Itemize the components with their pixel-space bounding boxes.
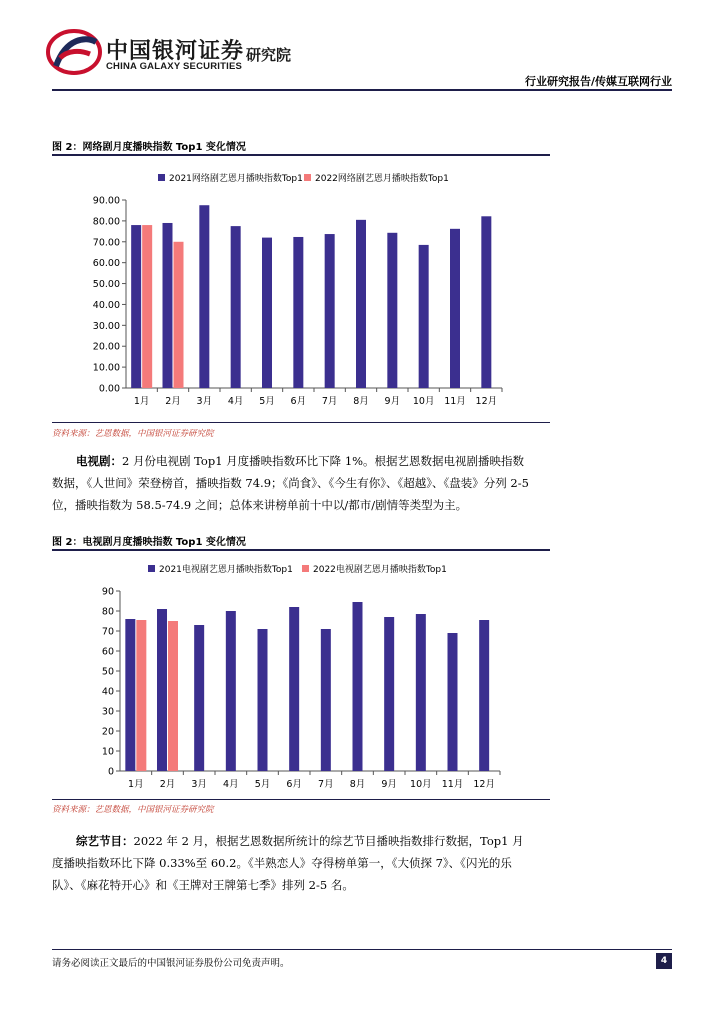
x-tick-label: 3月 [196,396,213,407]
y-tick-label: 20.00 [92,341,120,353]
logo-english: CHINA GALAXY SECURITIES [106,61,243,72]
y-tick-label: 20 [101,726,114,738]
bar-2021-7 [321,629,331,771]
y-tick-label: 80 [101,606,114,618]
paragraph-variety [52,830,532,896]
figure-1-bottom-rule [52,422,550,423]
bar-2021-10 [416,614,426,771]
x-tick-label: 2月 [165,396,181,407]
bar-2021-5 [262,238,272,388]
x-tick-label: 4月 [227,396,244,407]
bar-2021-7 [325,234,335,388]
bar-2021-1 [125,619,135,771]
bar-2021-6 [293,237,303,388]
x-tick-label: 10月 [412,396,435,407]
page-number: 4 [656,953,672,969]
institute-name: 研究院 [246,46,292,64]
y-tick-label: 70 [101,626,114,638]
y-tick-label: 0.00 [98,383,120,395]
x-tick-label: 2月 [159,779,176,790]
x-tick-label: 9月 [381,779,397,790]
x-tick-label: 11月 [441,779,464,790]
chart-tv-drama [52,555,550,795]
legend-label-1: 2021网络剧艺恩月播映指数Top1 [169,174,303,184]
bar-2021-8 [356,220,366,388]
y-tick-label: 40.00 [92,299,120,311]
x-tick-label: 7月 [321,396,338,407]
y-tick-label: 90.00 [92,195,120,207]
figure-1-title-rule [52,154,550,156]
y-tick-label: 60 [101,646,114,658]
footer-disclaimer: 请务必阅读正文最后的中国银河证券股份公司免责声明。 [52,958,290,969]
figure-2-title-rule [52,549,550,551]
chart-web-drama [52,160,550,418]
y-tick-label: 50.00 [92,279,120,291]
bar-2022-2 [168,621,178,771]
y-tick-label: 90 [101,586,114,598]
bar-2021-9 [384,617,394,771]
figure-2-title: 图 2：电视剧月度播映指数 Top1 变化情况 [52,537,246,548]
figure-1-source: 资料来源：艺恩数据，中国银河证券研究院 [52,429,214,439]
x-tick-label: 7月 [318,779,334,790]
x-tick-label: 12月 [473,779,495,790]
legend-swatch-2 [302,565,309,572]
header [0,0,724,92]
bar-2021-2 [163,223,173,388]
bar-2021-2 [157,609,167,771]
bar-2021-3 [199,205,209,388]
bar-2021-3 [194,625,204,771]
bar-2021-9 [387,233,397,388]
bar-2022-1 [142,225,152,388]
bar-2022-1 [136,620,146,771]
logo-chinese: 中国银河证券 [106,39,245,64]
legend-swatch-1 [158,174,165,181]
bar-2021-11 [450,229,460,388]
legend-swatch-2 [304,174,311,181]
paragraph-tv-drama [52,450,532,516]
x-tick-label: 12月 [475,396,498,407]
bar-2021-10 [419,245,429,388]
y-tick-label: 30.00 [92,320,120,332]
report-type: 行业研究报告/传媒互联网行业 [524,75,672,88]
x-tick-label: 1月 [133,396,150,407]
paragraph-variety-text: 2022 年 2 月，根据艺恩数据所统计的综艺节目播映指数排行数据，Top1 月度播映指数环比下降 0.33%至 60.2。《半熟恋人》夺得榜单第一，《大侦探 7》、《闪光的乐队》、《麻花特开心》和《王牌对王牌第七季》排列 2-5 名。 [52,834,524,892]
bar-2021-1 [131,225,141,388]
y-tick-label: 0 [107,766,114,778]
y-tick-label: 10.00 [92,362,120,374]
x-tick-label: 5月 [254,779,271,790]
x-tick-label: 8月 [349,779,366,790]
y-tick-label: 60.00 [92,258,120,270]
bar-2021-4 [226,611,236,771]
x-tick-label: 5月 [259,396,275,407]
bar-2022-2 [174,242,184,388]
figure-2-source: 资料来源：艺恩数据，中国银河证券研究院 [52,805,214,815]
bar-2021-8 [353,602,363,771]
y-tick-label: 70.00 [92,237,120,249]
y-tick-label: 30 [101,706,114,718]
y-tick-label: 40 [101,686,114,698]
legend-label-2: 2022电视剧艺恩月播映指数Top1 [313,565,447,575]
legend-label-2: 2022网络剧艺恩月播映指数Top1 [315,174,449,184]
header-rule [52,89,672,91]
y-tick-label: 50 [101,666,114,678]
y-tick-label: 80.00 [92,216,120,228]
paragraph-tv-drama-lead: 电视剧： [76,454,122,468]
x-tick-label: 1月 [128,779,144,790]
paragraph-tv-drama-text: 2 月份电视剧 Top1 月度播映指数环比下降 1%。根据艺恩数据电视剧播映指数数据，《人世间》荣登榜首，播映指数 74.9；《尚食》、《今生有你》、《超越》、《盘装》分列 2-5 位，播映指数为 58.5-74.9 之间；总体来讲榜单前十中以/都市/剧情等类型为主。 [52,454,529,512]
x-tick-label: 10月 [410,779,432,790]
figure-1-title: 图 2：网络剧月度播映指数 Top1 变化情况 [52,142,246,153]
bar-2021-5 [258,629,268,771]
bar-2021-12 [479,620,489,771]
footer-rule [52,949,672,950]
bar-2021-6 [289,607,299,771]
legend-label-1: 2021电视剧艺恩月播映指数Top1 [159,565,293,575]
x-tick-label: 4月 [223,779,239,790]
x-tick-label: 8月 [353,396,369,407]
figure-2-bottom-rule [52,799,550,800]
y-tick-label: 10 [101,746,114,758]
galaxy-logo-icon [46,28,102,76]
x-tick-label: 3月 [191,779,207,790]
x-tick-label: 9月 [384,396,401,407]
bar-2021-11 [448,633,458,771]
bar-2021-4 [231,226,241,388]
x-tick-label: 11月 [444,396,466,407]
legend-swatch-1 [148,565,155,572]
x-tick-label: 6月 [286,779,302,790]
paragraph-variety-lead: 综艺节目： [76,834,134,848]
bar-2021-12 [481,216,491,388]
x-tick-label: 6月 [290,396,307,407]
